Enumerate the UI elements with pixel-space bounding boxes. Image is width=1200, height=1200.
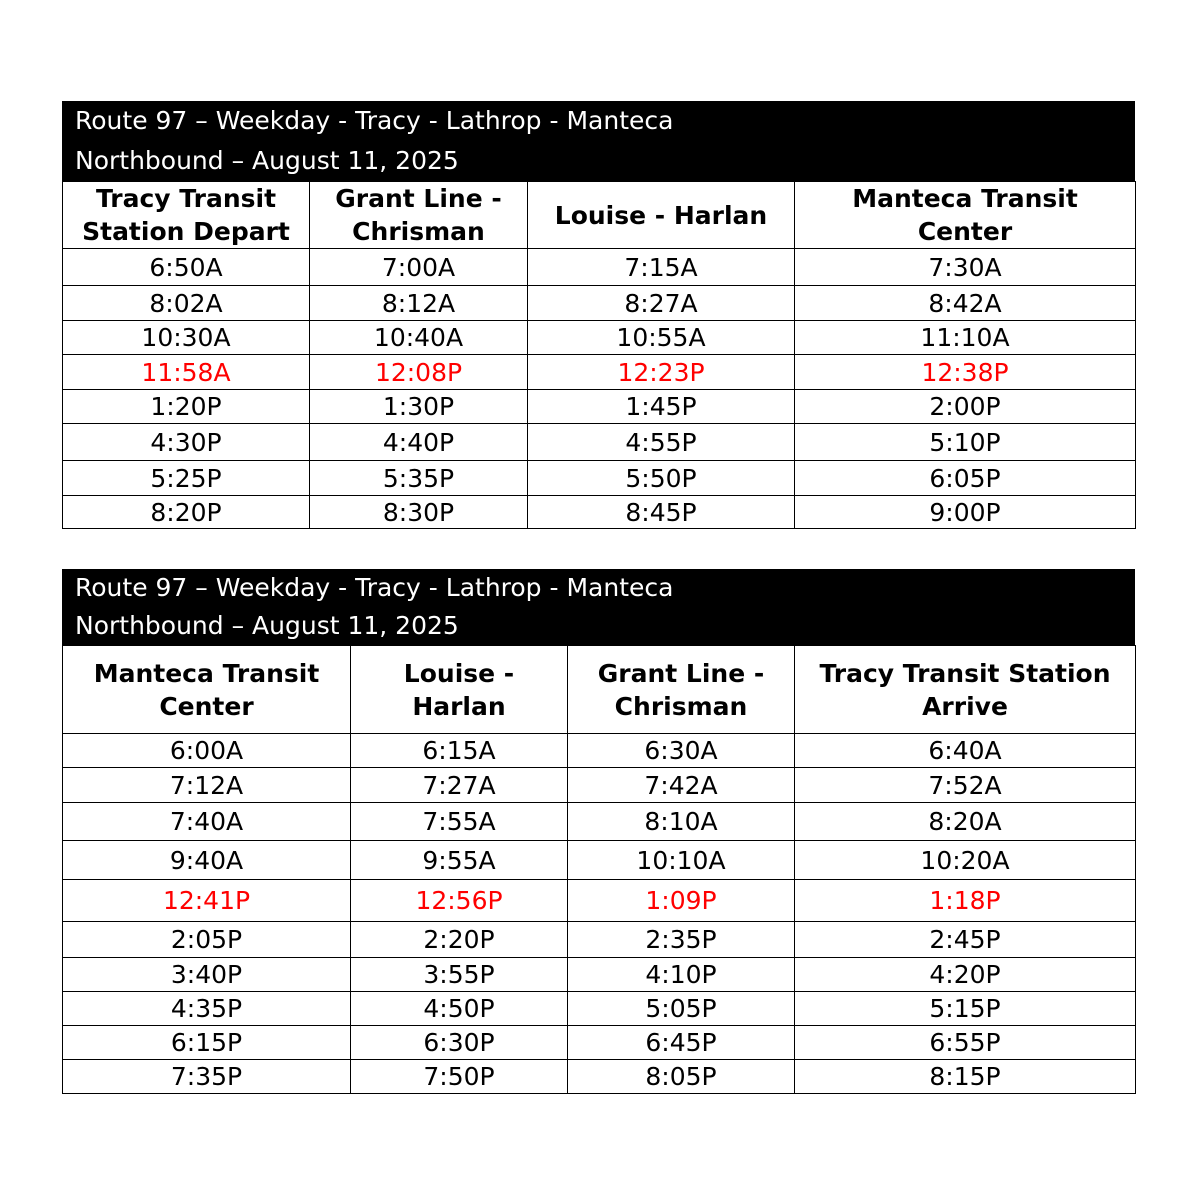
time-cell: 2:20P xyxy=(351,922,568,958)
timetable xyxy=(62,181,1136,529)
time-cell: 8:15P xyxy=(795,1060,1136,1094)
time-cell: 6:45P xyxy=(568,1026,795,1060)
time-cell: 6:55P xyxy=(795,1026,1136,1060)
column-header-line: Center xyxy=(159,691,254,721)
column-header-line: Center xyxy=(917,217,1013,246)
time-cell: 7:50P xyxy=(351,1060,568,1094)
time-cell: 4:35P xyxy=(63,992,351,1026)
time-cell: 6:40A xyxy=(795,734,1136,768)
time-cell: 5:10P xyxy=(795,424,1136,461)
table-row xyxy=(63,390,1136,424)
time-cell: 5:25P xyxy=(63,461,310,496)
time-cell: 5:35P xyxy=(310,461,528,496)
time-cell: 1:09P xyxy=(568,880,795,922)
time-cell: 12:23P xyxy=(528,355,795,390)
time-cell: 3:55P xyxy=(351,958,568,992)
table-row xyxy=(63,424,1136,461)
table-row xyxy=(63,803,1136,841)
time-cell: 10:20A xyxy=(795,841,1136,880)
time-cell: 6:05P xyxy=(795,461,1136,496)
table-row xyxy=(63,321,1136,355)
time-cell: 8:42A xyxy=(795,286,1136,321)
column-header-line: Manteca Transit xyxy=(852,184,1078,213)
time-cell: 8:02A xyxy=(63,286,310,321)
table-row xyxy=(63,355,1136,390)
time-cell: 7:52A xyxy=(795,768,1136,803)
time-cell: 6:15P xyxy=(63,1026,351,1060)
table-title xyxy=(62,101,1135,181)
time-cell: 8:45P xyxy=(528,496,795,529)
column-header-line: Louise - Harlan xyxy=(554,200,768,230)
column-header-line: Chrisman xyxy=(352,217,485,246)
time-cell: 8:30P xyxy=(310,496,528,529)
table-row xyxy=(63,958,1136,992)
column-header xyxy=(63,646,351,734)
table-row xyxy=(63,1060,1136,1094)
header-row xyxy=(63,646,1136,734)
time-cell: 4:20P xyxy=(795,958,1136,992)
column-header-line: Grant Line - xyxy=(597,658,765,688)
schedule-table-2 xyxy=(62,569,1135,1094)
time-cell: 2:45P xyxy=(795,922,1136,958)
table-row xyxy=(63,249,1136,286)
time-cell: 3:40P xyxy=(63,958,351,992)
schedule-table-1 xyxy=(62,101,1135,529)
column-header-line: Tracy Transit xyxy=(95,184,277,213)
column-header-line: Grant Line - xyxy=(335,184,502,213)
time-cell: 7:35P xyxy=(63,1060,351,1094)
time-cell: 6:00A xyxy=(63,734,351,768)
time-cell: 10:30A xyxy=(63,321,310,355)
time-cell: 11:10A xyxy=(795,321,1136,355)
table-row xyxy=(63,461,1136,496)
time-cell: 7:15A xyxy=(528,249,795,286)
table-row xyxy=(63,734,1136,768)
time-cell: 5:05P xyxy=(568,992,795,1026)
time-cell: 5:50P xyxy=(528,461,795,496)
time-cell: 7:55A xyxy=(351,803,568,841)
time-cell: 2:00P xyxy=(795,390,1136,424)
time-cell: 6:15A xyxy=(351,734,568,768)
table-title xyxy=(62,569,1135,645)
column-header xyxy=(310,182,528,249)
time-cell: 7:30A xyxy=(795,249,1136,286)
time-cell: 4:10P xyxy=(568,958,795,992)
column-header xyxy=(795,646,1136,734)
column-header-line: Tracy Transit Station xyxy=(819,658,1111,688)
column-header xyxy=(795,182,1136,249)
time-cell: 12:56P xyxy=(351,880,568,922)
time-cell: 9:00P xyxy=(795,496,1136,529)
column-header-line: Manteca Transit xyxy=(93,658,320,688)
time-cell: 1:20P xyxy=(63,390,310,424)
time-cell: 1:45P xyxy=(528,390,795,424)
header-row xyxy=(63,182,1136,249)
table-row xyxy=(63,841,1136,880)
time-cell: 5:15P xyxy=(795,992,1136,1026)
time-cell: 9:40A xyxy=(63,841,351,880)
title-line-1: Route 97 – Weekday - Tracy - Lathrop - Manteca xyxy=(75,573,674,602)
table-row xyxy=(63,880,1136,922)
time-cell: 4:40P xyxy=(310,424,528,461)
time-cell: 1:30P xyxy=(310,390,528,424)
time-cell: 8:05P xyxy=(568,1060,795,1094)
column-header-line: Harlan xyxy=(412,691,506,721)
column-header xyxy=(528,182,795,249)
time-cell: 4:55P xyxy=(528,424,795,461)
time-cell: 2:35P xyxy=(568,922,795,958)
time-cell: 1:18P xyxy=(795,880,1136,922)
time-cell: 8:12A xyxy=(310,286,528,321)
time-cell: 7:42A xyxy=(568,768,795,803)
time-cell: 8:20A xyxy=(795,803,1136,841)
time-cell: 6:30P xyxy=(351,1026,568,1060)
time-cell: 6:30A xyxy=(568,734,795,768)
table-row xyxy=(63,496,1136,529)
time-cell: 7:27A xyxy=(351,768,568,803)
time-cell: 11:58A xyxy=(63,355,310,390)
column-header-line: Louise - xyxy=(403,658,515,688)
title-line-2: Northbound – August 11, 2025 xyxy=(75,146,459,175)
time-cell: 2:05P xyxy=(63,922,351,958)
time-cell: 10:55A xyxy=(528,321,795,355)
table-row xyxy=(63,1026,1136,1060)
column-header-line: Chrisman xyxy=(614,691,748,721)
title-line-2: Northbound – August 11, 2025 xyxy=(75,611,459,640)
time-cell: 8:10A xyxy=(568,803,795,841)
time-cell: 7:40A xyxy=(63,803,351,841)
time-cell: 12:38P xyxy=(795,355,1136,390)
table-row xyxy=(63,768,1136,803)
time-cell: 10:40A xyxy=(310,321,528,355)
time-cell: 8:20P xyxy=(63,496,310,529)
table-row xyxy=(63,922,1136,958)
column-header-line: Arrive xyxy=(922,691,1008,721)
column-header-line: Station Depart xyxy=(82,217,290,246)
column-header xyxy=(63,182,310,249)
time-cell: 7:00A xyxy=(310,249,528,286)
time-cell: 9:55A xyxy=(351,841,568,880)
time-cell: 12:08P xyxy=(310,355,528,390)
time-cell: 12:41P xyxy=(63,880,351,922)
title-line-1: Route 97 – Weekday - Tracy - Lathrop - Manteca xyxy=(75,106,674,135)
time-cell: 6:50A xyxy=(63,249,310,286)
time-cell: 8:27A xyxy=(528,286,795,321)
time-cell: 10:10A xyxy=(568,841,795,880)
table-row xyxy=(63,286,1136,321)
time-cell: 7:12A xyxy=(63,768,351,803)
timetable xyxy=(62,645,1136,1094)
column-header xyxy=(351,646,568,734)
time-cell: 4:50P xyxy=(351,992,568,1026)
time-cell: 4:30P xyxy=(63,424,310,461)
table-row xyxy=(63,992,1136,1026)
column-header xyxy=(568,646,795,734)
